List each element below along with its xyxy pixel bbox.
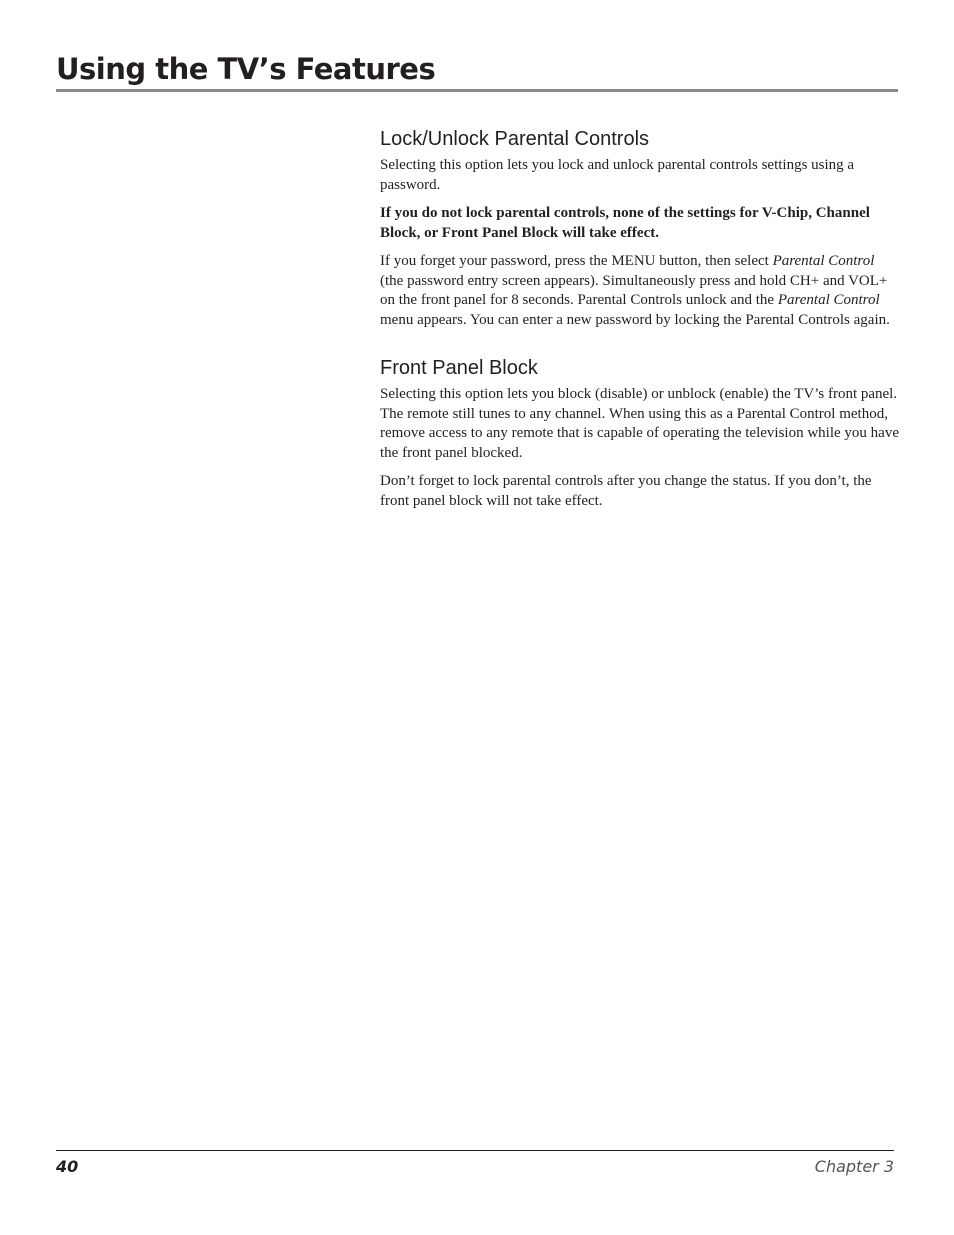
text-run: menu appears. You can enter a new password by locking the Parental Controls again. xyxy=(380,311,890,328)
chapter-label: Chapter 3 xyxy=(814,1157,894,1176)
text-run: (the password entry screen appears). Simultaneously press and hold CH+ and VOL+ on the front panel for 8 seconds. Parental Controls unlock and the xyxy=(380,272,888,308)
page-header xyxy=(56,50,898,92)
paragraph: Don’t forget to lock parental controls after you change the status. If you don’t, the front panel block will not take effect. xyxy=(380,473,872,509)
section-lock-unlock-parental-controls xyxy=(380,126,900,330)
section-front-panel-block xyxy=(380,355,900,511)
paragraph: Selecting this option lets you lock and unlock parental controls settings using a password. xyxy=(380,157,855,193)
page-number: 40 xyxy=(56,1157,79,1176)
section-heading: Front Panel Block xyxy=(380,357,538,379)
page-title: Using the TV’s Features xyxy=(56,52,436,86)
paragraph xyxy=(380,252,900,330)
menu-name: Parental Control xyxy=(772,253,875,269)
footer-divider xyxy=(56,1150,894,1151)
section-heading: Lock/Unlock Parental Controls xyxy=(380,128,650,150)
page-footer xyxy=(56,1150,894,1177)
paragraph: Selecting this option lets you block (disable) or unblock (enable) the TV’s front panel. The remote still tunes to any channel. When using this as a Parental Control method, remove access to any remote that is capable of operating the television while you have the front panel blocked. xyxy=(380,386,899,461)
text-run: If you forget your password, press the MENU button, then select xyxy=(380,253,773,269)
warning-paragraph: If you do not lock parental controls, none of the settings for V-Chip, Channel Block, or Front Panel Block will take effect. xyxy=(380,205,870,241)
title-divider xyxy=(56,89,898,92)
main-content xyxy=(380,126,900,520)
menu-name: Parental Control xyxy=(777,292,880,308)
footer-row xyxy=(56,1157,894,1177)
